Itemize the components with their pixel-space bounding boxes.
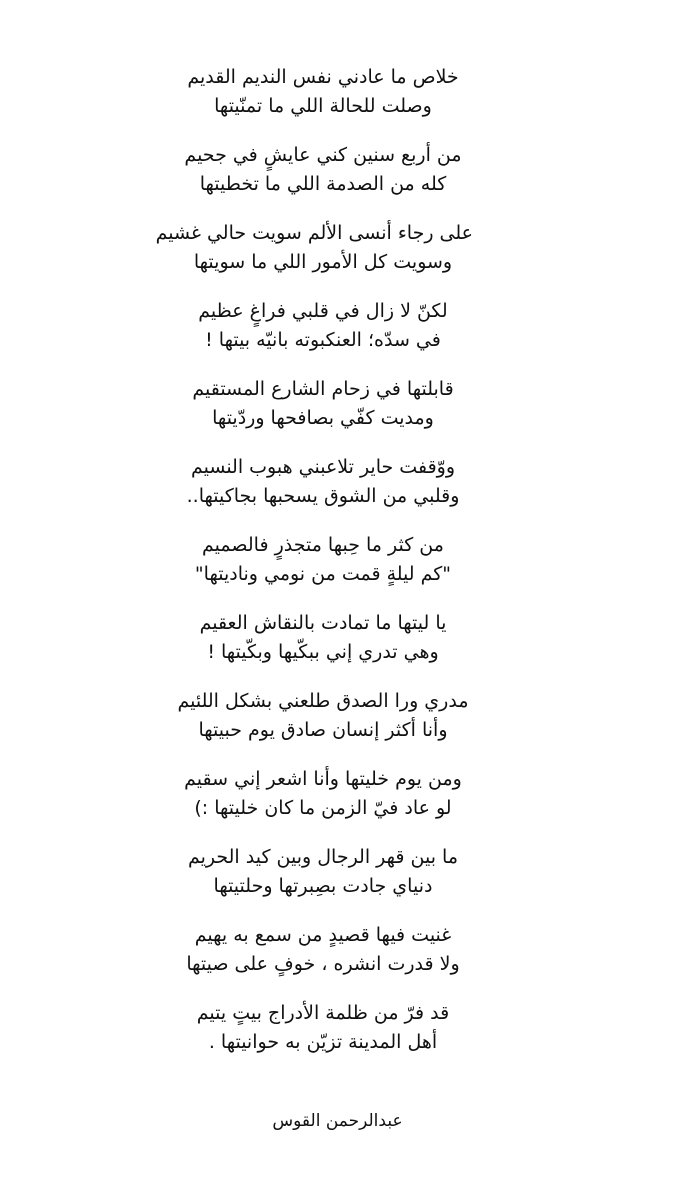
verse-line: وهي تدري إني ببكّيها وبكّيتها ! [207, 641, 439, 663]
verse-line: غنيت فيها قصيدٍ من سمع به يهيم [194, 924, 452, 946]
verse-line: يا ليتها ما تمادت بالنقاش العقيم [199, 612, 447, 634]
stanza [173, 141, 473, 219]
verse-line: وقلبي من الشوق يسحبها بجاكيتها.. [186, 485, 460, 507]
stanza [173, 297, 473, 375]
verse-line: وأنا أكثر إنسان صادق يوم حبيتها [198, 719, 448, 741]
verse-line: خلاص ما عادني نفس النديم القديم [187, 66, 459, 88]
verse-line: "كم ليلةٍ قمت من نومي وناديتها" [194, 563, 452, 585]
stanza [173, 63, 473, 141]
verse-line: ووّقفت حاير تلاعبني هبوب النسيم [190, 456, 455, 478]
verse-line: دنياي جادت بصِبرتها وحلتيتها [213, 875, 433, 897]
verse-line: مدري ورا الصدق طلعني بشكل اللئيم [177, 690, 469, 712]
verse-line: وصلت للحالة اللي ما تمنّيتها [214, 95, 432, 117]
verse-line: ولا قدرت انشره ، خوفٍ على صيتها [186, 953, 460, 975]
stanza [173, 609, 473, 687]
verse-line: ومديت كفّي بصافحها وردّيتها [212, 407, 434, 429]
verse-line: لو عاد فيّ الزمن ما كان خليتها :) [194, 797, 452, 819]
verse-line: ومن يوم خليتها وأنا اشعر إني سقيم [184, 768, 462, 790]
stanza [155, 219, 473, 297]
stanza [173, 375, 473, 453]
verse-line: لكنّ لا زال في قلبي فراغٍ عظيم [198, 300, 448, 322]
verse-line: من أربع سنين كني عايشٍ في جحيم [184, 144, 462, 166]
stanza [173, 843, 473, 921]
stanza [173, 453, 473, 531]
verse-line: قد فرّ من ظلمة الأدراج بيتٍ يتيم [196, 1002, 450, 1024]
stanza [173, 531, 473, 609]
verse-line: ما بين قهر الرجال وبين كيد الحريم [187, 846, 459, 868]
verse-line: أهل المدينة تزيّن به حوانيتها . [208, 1031, 438, 1053]
author-signature: عبدالرحمن القوس [272, 1111, 403, 1131]
verse-line: كله من الصدمة اللي ما تخطيتها [199, 173, 447, 195]
verse-line: على رجاء أنسى الألم سويت حالي غشيم [155, 222, 473, 244]
stanza [173, 687, 473, 765]
verse-line: قابلتها في زحام الشارع المستقيم [192, 378, 454, 400]
verse-line: من كثر ما حِبها متجذرٍ فالصميم [202, 534, 444, 556]
stanza [173, 765, 473, 843]
stanza [173, 921, 473, 999]
poem [0, 63, 675, 1077]
verse-line: في سدّه؛ العنكبوته بانيّه بيتها ! [205, 329, 441, 351]
verse-line: وسويت كل الأمور اللي ما سويتها [193, 251, 453, 273]
stanza [173, 999, 473, 1077]
